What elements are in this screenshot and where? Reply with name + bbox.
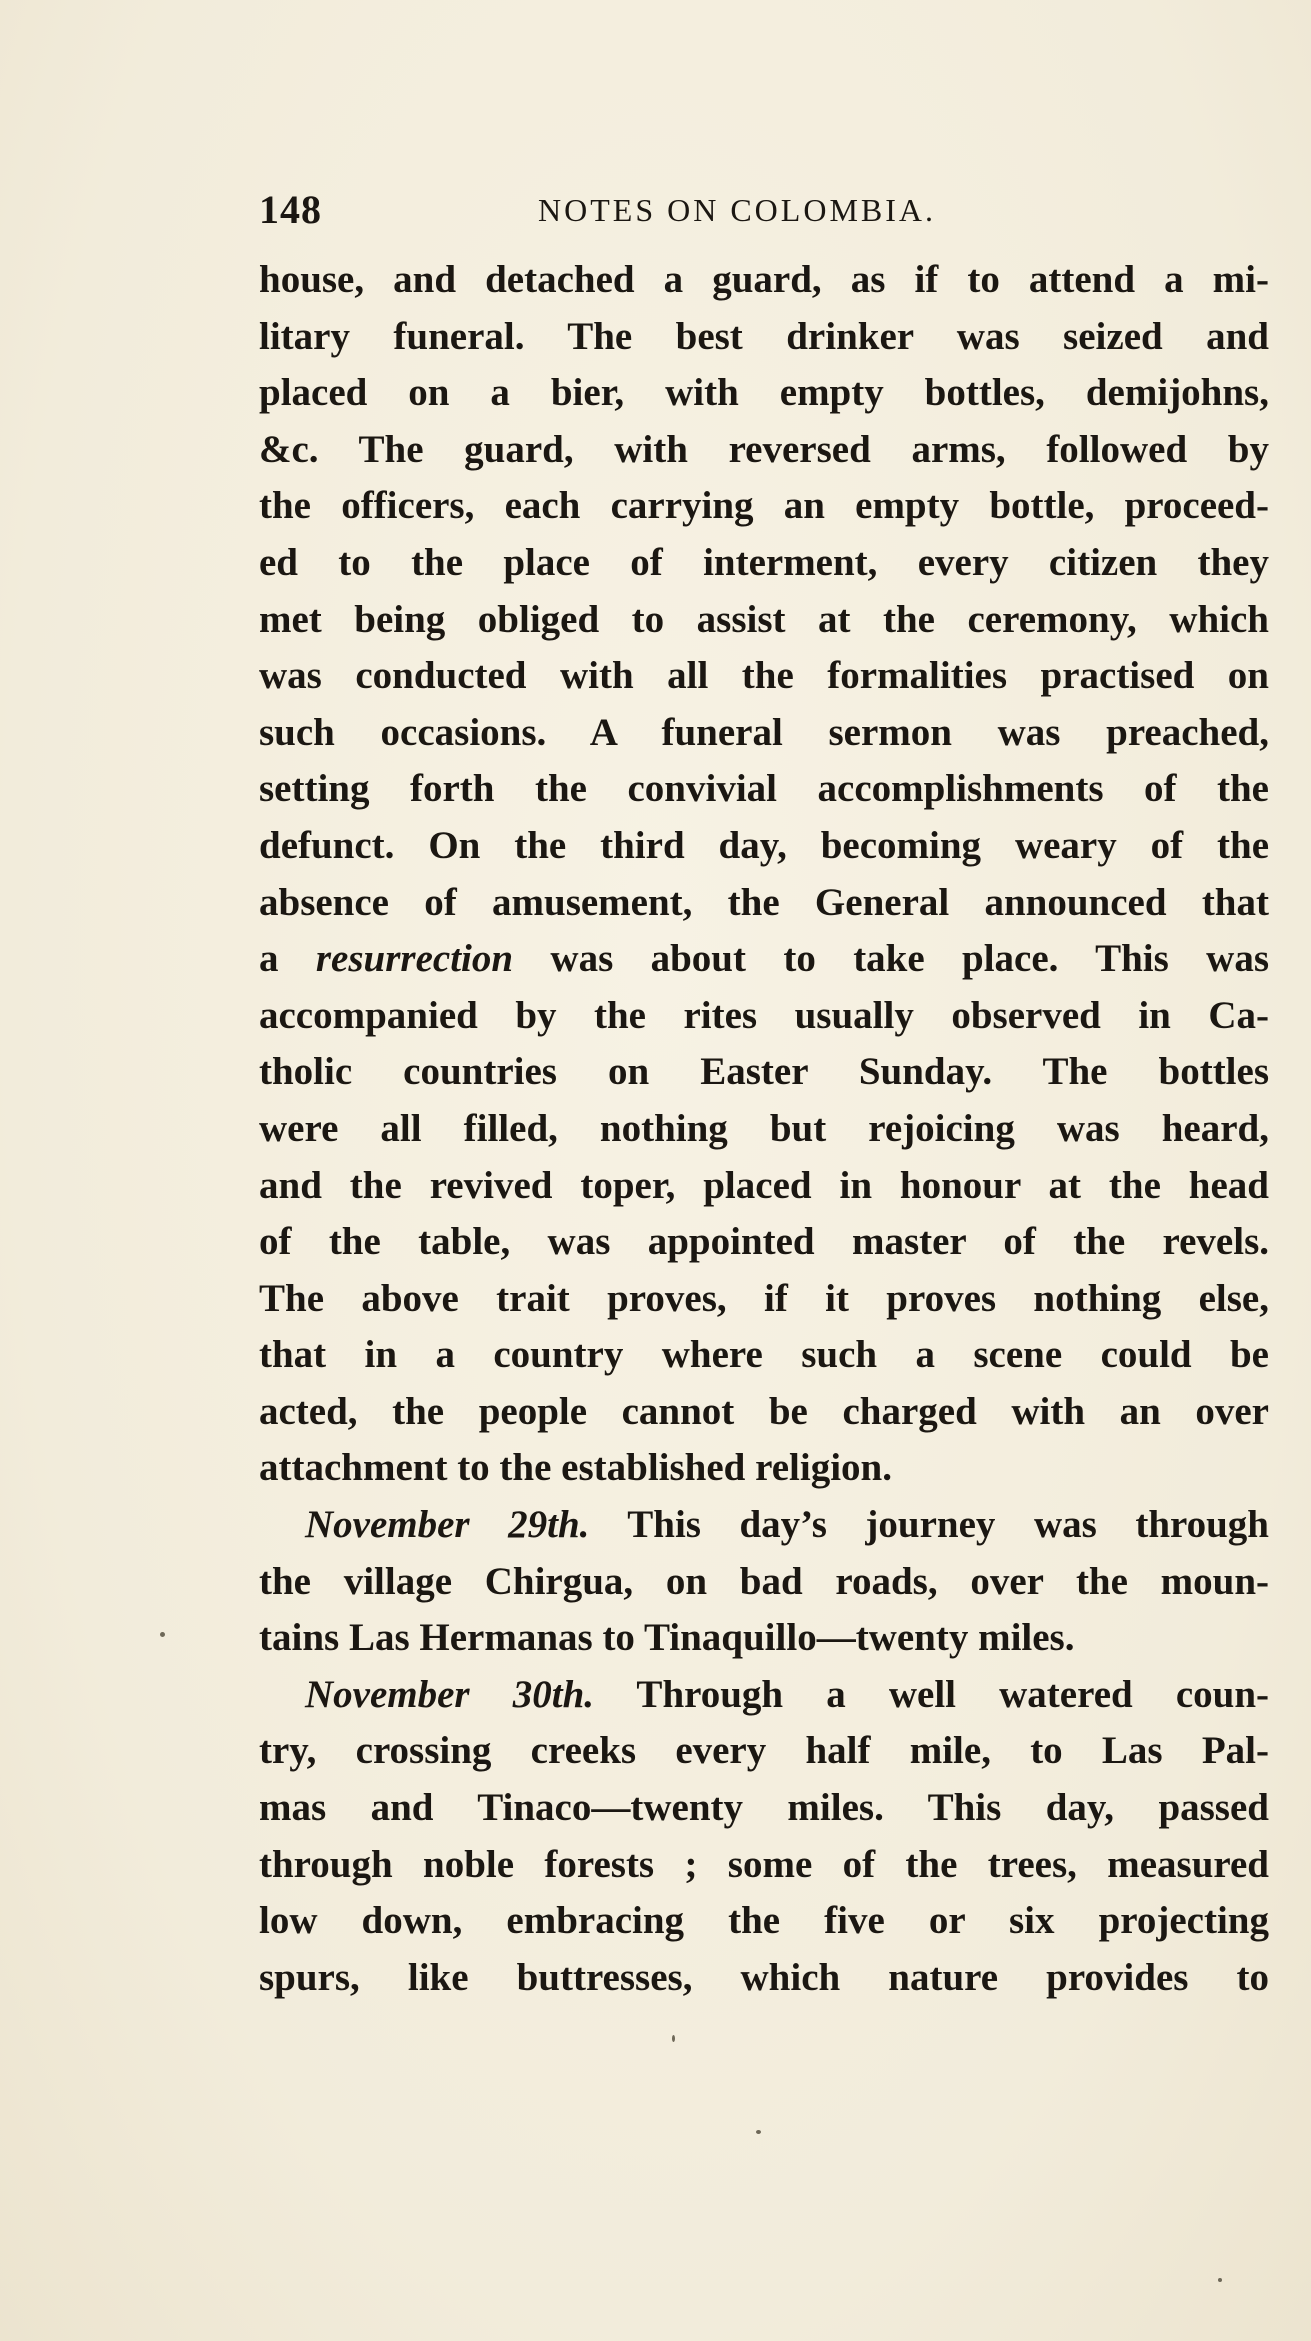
italic-word: resurrection xyxy=(315,937,514,981)
text-line: house, and detached a guard, as if to attend a mi- xyxy=(259,258,1269,301)
text-line: defunct. On the third day, becoming weary of the xyxy=(259,823,1269,867)
page-header xyxy=(259,186,1269,236)
text-line: acted, the people cannot be charged with an over xyxy=(259,1389,1269,1433)
text-line: tholic countries on Easter Sunday. The bottles xyxy=(259,1050,1269,1094)
line-rest: was about to take place. This was xyxy=(513,937,1269,981)
text-line: ed to the place of interment, every citizen they xyxy=(259,540,1269,584)
text-line: The above trait proves, if it proves nothing else, xyxy=(259,1276,1269,1320)
paper-speck xyxy=(160,1632,165,1637)
entry-date: November 29th. xyxy=(305,1503,590,1547)
text-line: attachment to the established religion. xyxy=(259,1446,892,1490)
paper-speck xyxy=(1218,2278,1222,2282)
paper-speck xyxy=(672,2035,675,2042)
text-line: setting forth the convivial accomplishments of the xyxy=(259,767,1269,811)
text-line: &c. The guard, with reversed arms, followed by xyxy=(259,427,1269,471)
running-head: NOTES ON COLOMBIA. xyxy=(538,192,936,228)
text-line: the officers, each carrying an empty bottle, proceed- xyxy=(259,484,1269,528)
text-line-with-italic xyxy=(259,931,1269,988)
text-line: absence of amusement, the General announced that xyxy=(259,880,1269,924)
text-line: was conducted with all the formalities practised on xyxy=(259,654,1269,698)
line-rest: This day’s journey was through xyxy=(589,1503,1269,1547)
text-line: that in a country where such a scene could be xyxy=(259,1333,1269,1377)
paper-speck xyxy=(756,2130,761,2134)
text-line: through noble forests ; some of the trees, measured xyxy=(259,1842,1269,1886)
text-line: mas and Tinaco—twenty miles. This day, passed xyxy=(259,1786,1269,1830)
text-line: spurs, like buttresses, which nature provides to xyxy=(259,1955,1269,1999)
text-line: were all filled, nothing but rejoicing was heard, xyxy=(259,1106,1269,1150)
text-line: the village Chirgua, on bad roads, over the moun- xyxy=(259,1559,1269,1603)
text-line: met being obliged to assist at the ceremony, which xyxy=(259,597,1269,641)
text-line: low down, embracing the five or six projecting xyxy=(259,1899,1269,1943)
line-start: a xyxy=(259,937,316,981)
body-text xyxy=(259,252,1269,2006)
text-line: litary funeral. The best drinker was seized and xyxy=(259,314,1269,358)
text-line: of the table, was appointed master of the revels. xyxy=(259,1220,1269,1264)
text-line: try, crossing creeks every half mile, to Las Pal- xyxy=(259,1729,1269,1773)
text-line: placed on a bier, with empty bottles, demijohns, xyxy=(259,371,1269,415)
diary-entry-heading-line xyxy=(259,1667,1269,1724)
entry-date: November 30th. xyxy=(305,1672,595,1716)
text-line: accompanied by the rites usually observed in Ca- xyxy=(259,993,1269,1037)
text-line: and the revived toper, placed in honour at the head xyxy=(259,1163,1269,1207)
text-line: tains Las Hermanas to Tinaquillo—twenty miles. xyxy=(259,1616,1075,1660)
diary-entry-heading-line xyxy=(259,1497,1269,1554)
line-rest: Through a well watered coun- xyxy=(594,1672,1270,1716)
text-line: such occasions. A funeral sermon was preached, xyxy=(259,710,1269,754)
page-number: 148 xyxy=(259,187,322,232)
